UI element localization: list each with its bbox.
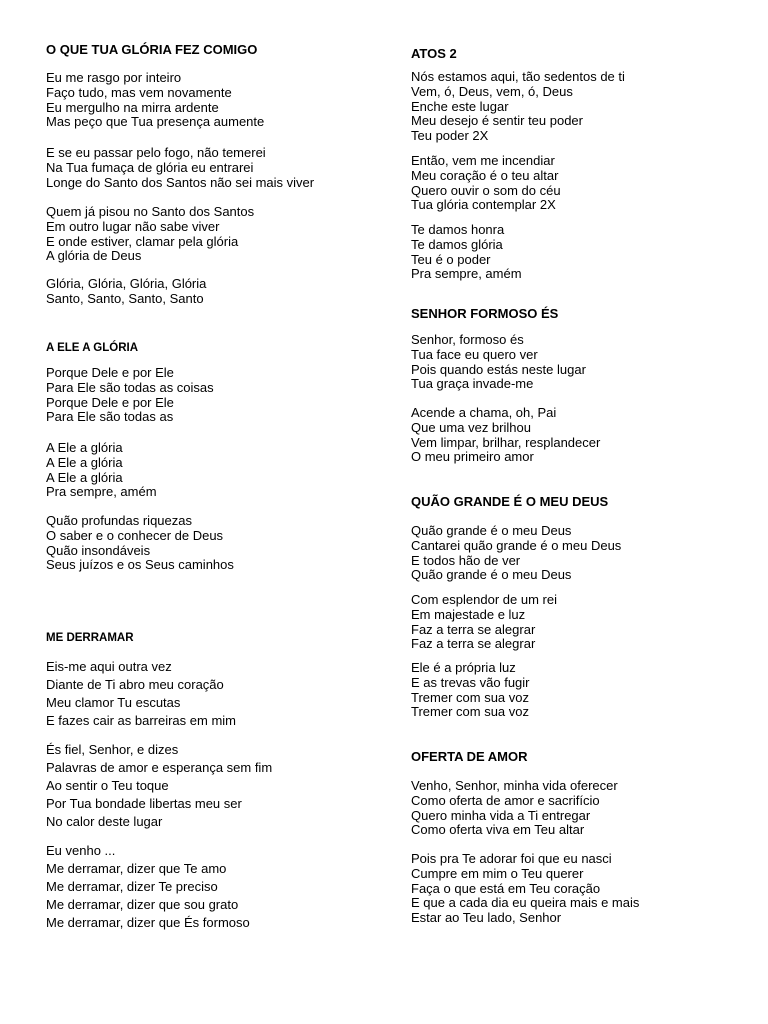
lyric-line: A glória de Deus [46,248,142,264]
song-title-senhor-formoso-es: SENHOR FORMOSO ÉS [411,306,559,321]
lyric-line: Acende a chama, oh, Pai [411,405,557,420]
lyric-line: Tua glória contemplar 2X [411,197,556,213]
lyric-line: Venho, Senhor, minha vida oferecer [411,778,618,793]
lyric-line: Por Tua bondade libertas meu ser [46,796,242,811]
lyric-line: Com esplendor de um rei [411,592,557,607]
stanza-o-que-tua-gloria-fez-comigo-1 [46,71,376,130]
lyric-line: A Ele a glória [46,454,123,470]
lyric-line: Pois quando estás neste lugar [411,361,586,377]
stanza-oferta-de-amor-1 [411,779,741,838]
lyric-line: Eis-me aqui outra vez [46,659,172,674]
lyric-line: Então, vem me incendiar [411,153,555,168]
lyric-line: Cumpre em mim o Teu querer [411,865,584,881]
lyric-line: Santo, Santo, Santo, Santo [46,290,204,306]
lyric-line: Meu clamor Tu escutas [46,695,181,710]
stanza-a-ele-a-gloria-3 [46,514,376,573]
lyric-line: Quão grande é o meu Deus [411,567,572,583]
lyric-line: Faz a terra se alegrar [411,636,536,652]
song-title-atos-2: ATOS 2 [411,46,457,61]
lyric-line: Pra sempre, amém [411,266,522,282]
lyric-line: Meu desejo é sentir teu poder [411,113,583,129]
lyric-line: Como oferta de amor e sacrifício [411,792,600,808]
lyric-line: Mas peço que Tua presença aumente [46,114,265,130]
lyric-line: Estar ao Teu lado, Senhor [411,910,562,926]
song-title-oferta-de-amor: OFERTA DE AMOR [411,749,528,764]
lyric-line: Seus juízos e os Seus caminhos [46,557,234,573]
lyric-line: Quero minha vida a Ti entregar [411,807,591,823]
stanza-senhor-formoso-es-2 [411,406,741,465]
lyric-line: Faço tudo, mas vem novamente [46,84,232,100]
lyric-line: Em majestade e luz [411,606,526,622]
lyric-line: Glória, Glória, Glória, Glória [46,276,207,291]
stanza-quao-grande-e-o-meu-deus-3 [411,661,741,720]
lyric-line: Tremer com sua voz [411,704,529,720]
lyric-line: Eu me rasgo por inteiro [46,70,182,85]
lyric-line: Pra sempre, amém [46,484,157,500]
stanza-o-que-tua-gloria-fez-comigo-4 [46,277,376,307]
lyric-line: Eu venho ... [46,843,116,858]
lyric-line: Quão profundas riquezas [46,513,192,528]
lyric-line: Te damos honra [411,222,505,237]
lyric-line: Vem, ó, Deus, vem, ó, Deus [411,83,573,99]
lyric-line: Pois pra Te adorar foi que eu nasci [411,851,612,866]
song-title-me-derramar: ME DERRAMAR [46,632,134,644]
lyric-line: Ao sentir o Teu toque [46,778,169,793]
lyric-line: A Ele a glória [46,440,123,455]
lyric-line: Me derramar, dizer que És formoso [46,915,250,930]
lyric-line: Em outro lugar não sabe viver [46,218,220,234]
lyric-line: Me derramar, dizer que Te amo [46,861,227,876]
lyric-line: Quão insondáveis [46,542,151,558]
lyric-line: O meu primeiro amor [411,449,534,465]
lyric-line: Longe do Santo dos Santos não sei mais viver [46,174,315,190]
stanza-me-derramar-2 [46,741,376,831]
lyric-line: E todos hão de ver [411,552,521,568]
lyric-line: Palavras de amor e esperança sem fim [46,760,273,775]
lyric-line: No calor deste lugar [46,814,163,829]
lyric-line: Porque Dele e por Ele [46,394,174,410]
lyric-line: Enche este lugar [411,98,509,114]
lyric-line: Me derramar, dizer Te preciso [46,879,218,894]
lyric-line: Quão grande é o meu Deus [411,523,572,538]
lyric-line: Ele é a própria luz [411,660,516,675]
lyric-line: Quem já pisou no Santo dos Santos [46,204,255,219]
stanza-oferta-de-amor-2 [411,852,741,926]
stanza-me-derramar-1 [46,658,376,730]
stanza-senhor-formoso-es-1 [411,333,741,392]
lyric-line: Para Ele são todas as [46,409,174,425]
lyric-line: E as trevas vão fugir [411,674,530,690]
lyric-line: E fazes cair as barreiras em mim [46,713,236,728]
lyric-line: Senhor, formoso és [411,332,524,347]
lyric-line: Faz a terra se alegrar [411,621,536,637]
lyric-line: Nós estamos aqui, tão sedentos de ti [411,69,625,84]
lyric-line: Te damos glória [411,236,503,252]
stanza-quao-grande-e-o-meu-deus-1 [411,524,741,583]
stanza-atos-2-3 [411,223,741,282]
lyric-line: Teu é o poder [411,251,491,267]
lyric-line: Meu coração é o teu altar [411,167,559,183]
stanza-o-que-tua-gloria-fez-comigo-2 [46,146,376,190]
lyric-line: Porque Dele e por Ele [46,365,174,380]
lyric-line: E onde estiver, clamar pela glória [46,233,239,249]
lyric-line: Para Ele são todas as coisas [46,379,214,395]
lyric-line: O saber e o conhecer de Deus [46,527,224,543]
song-title-o-que-tua-gloria-fez-comigo: O QUE TUA GLÓRIA FEZ COMIGO [46,42,258,57]
lyric-line: Tremer com sua voz [411,689,529,705]
lyric-line: Que uma vez brilhou [411,419,531,435]
lyric-line: Quero ouvir o som do céu [411,182,561,198]
song-title-a-ele-a-gloria: A ELE A GLÓRIA [46,342,138,354]
lyric-line: És fiel, Senhor, e dizes [46,742,179,757]
stanza-quao-grande-e-o-meu-deus-2 [411,593,741,652]
lyric-line: Na Tua fumaça de glória eu entrarei [46,159,254,175]
lyric-line: E que a cada dia eu queira mais e mais [411,895,640,911]
stanza-a-ele-a-gloria-1 [46,366,376,425]
lyric-line: Cantarei quão grande é o meu Deus [411,537,622,553]
lyric-line: Teu poder 2X [411,128,489,144]
stanza-me-derramar-3 [46,842,376,932]
lyric-line: Faça o que está em Teu coração [411,880,601,896]
lyric-line: Tua graça invade-me [411,376,534,392]
stanza-a-ele-a-gloria-2 [46,441,376,500]
lyric-line: Me derramar, dizer que sou grato [46,897,239,912]
lyric-line: A Ele a glória [46,469,123,485]
lyric-line: E se eu passar pelo fogo, não temerei [46,145,266,160]
stanza-atos-2-1 [411,70,741,144]
lyric-line: Diante de Ti abro meu coração [46,677,224,692]
lyric-line: Tua face eu quero ver [411,346,538,362]
song-title-quao-grande-e-o-meu-deus: QUÃO GRANDE É O MEU DEUS [411,494,609,509]
lyric-line: Vem limpar, brilhar, resplandecer [411,434,601,450]
lyric-line: Eu mergulho na mirra ardente [46,99,219,115]
stanza-atos-2-2 [411,154,741,213]
lyric-line: Como oferta viva em Teu altar [411,822,585,838]
stanza-o-que-tua-gloria-fez-comigo-3 [46,205,376,264]
